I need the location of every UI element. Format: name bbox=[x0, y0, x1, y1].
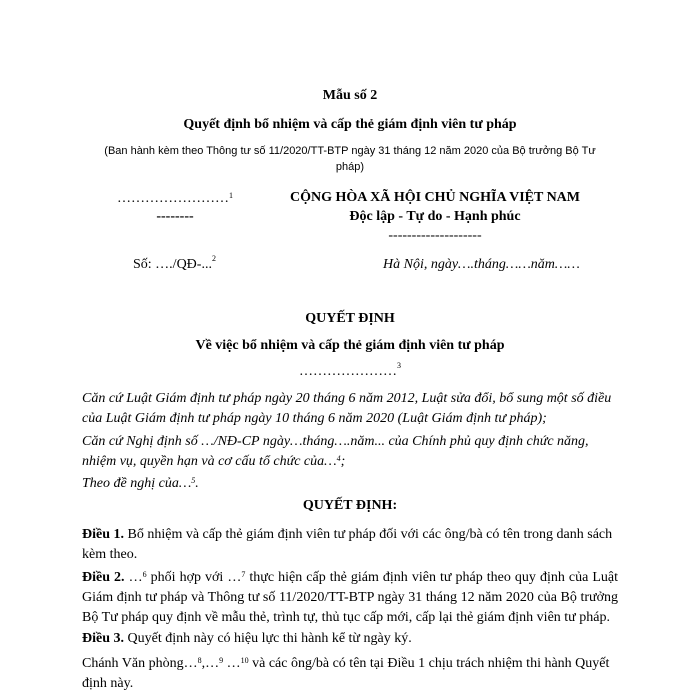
article-text: thực hiện cấp thẻ giám định viên tư pháp theo quy định của Luật Giám định tư pháp và Thông tư số 11/2020/TT-BTP ngày 31 tháng 12 năm 2020 của Bộ trưởng Bộ Tư pháp quy định về mẫu thẻ, trình tự, thủ tục cấp mới, cấp lại thẻ giám định viên tư pháp. bbox=[82, 570, 618, 625]
preamble-decree bbox=[82, 432, 618, 472]
document-number-text: Số: …./QĐ-... bbox=[133, 257, 212, 272]
issuing-authority bbox=[0, 361, 700, 380]
article-label: Điều 1. bbox=[82, 527, 124, 542]
preamble-proposal bbox=[82, 474, 618, 494]
footnote-ref: 4 bbox=[336, 454, 341, 463]
agency-name-text: …………………… bbox=[117, 191, 229, 206]
footnote-ref: 1 bbox=[229, 191, 233, 200]
article-text: Quyết định này có hiệu lực thi hành kể từ ngày ký. bbox=[124, 631, 412, 646]
document-number bbox=[133, 254, 216, 273]
punctuation: ; bbox=[340, 454, 346, 469]
clause-text: ,… bbox=[201, 656, 220, 671]
nation-name: CỘNG HÒA XÃ HỘI CHỦ NGHĨA VIỆT NAM bbox=[289, 190, 580, 205]
article-label: Điều 2. bbox=[82, 570, 125, 585]
decision-subject: Về việc bổ nhiệm và cấp thẻ giám định viên tư pháp bbox=[195, 338, 505, 353]
footnote-ref: 7 bbox=[241, 570, 246, 579]
preamble-proposal-text: Theo đề nghị của… bbox=[82, 476, 192, 491]
article-label: Điều 3. bbox=[82, 631, 124, 646]
punctuation: . bbox=[195, 476, 199, 491]
decision-title: QUYẾT ĐỊNH bbox=[305, 311, 395, 326]
clause-text: và các ông/bà có tên tại Điều 1 chịu trách nhiệm thi hành Quyết định này. bbox=[82, 656, 610, 691]
agency-underline: -------- bbox=[156, 209, 194, 224]
footnote-ref: 3 bbox=[397, 361, 401, 370]
footnote-ref: 5 bbox=[191, 476, 196, 485]
article-text: … bbox=[124, 570, 143, 585]
article-1 bbox=[82, 525, 618, 565]
footnote-ref: 9 bbox=[219, 656, 224, 665]
decides-heading: QUYẾT ĐỊNH: bbox=[302, 498, 398, 513]
preamble-law: Căn cứ Luật Giám định tư pháp ngày 20 tháng 6 năm 2012, Luật sửa đổi, bổ sung một số điều của Luật Giám định tư pháp ngày 10 tháng 6 năm 2020 (Luật Giám định tư pháp); bbox=[82, 391, 612, 426]
nation-underline: -------------------- bbox=[388, 228, 482, 243]
clause-text: … bbox=[223, 656, 241, 671]
clause-text: Chánh Văn phòng… bbox=[82, 656, 198, 671]
place-date: Hà Nội, ngày….tháng……năm…… bbox=[383, 257, 580, 272]
issuing-authority-text: ………………… bbox=[299, 364, 397, 379]
agency-name bbox=[100, 190, 250, 208]
execution-clause bbox=[82, 654, 618, 694]
footnote-ref: 8 bbox=[197, 656, 202, 665]
agency-block bbox=[100, 190, 250, 226]
article-2 bbox=[82, 568, 618, 628]
preamble-decree-text: Căn cứ Nghị định số …/NĐ-CP ngày…tháng….năm... của Chính phủ quy định chức năng, nhiệm vụ, quyền hạn và cơ cấu tổ chức của… bbox=[82, 434, 589, 469]
form-title: Quyết định bổ nhiệm và cấp thẻ giám định viên tư pháp bbox=[183, 117, 517, 132]
form-number: Mẫu số 2 bbox=[322, 88, 378, 103]
nation-motto: Độc lập - Tự do - Hạnh phúc bbox=[349, 209, 521, 224]
nation-block bbox=[270, 188, 600, 245]
article-text: phối hợp với … bbox=[146, 570, 242, 585]
footnote-ref: 2 bbox=[211, 254, 216, 263]
article-text: Bổ nhiệm và cấp thẻ giám định viên tư pháp đối với các ông/bà có tên trong danh sách kèm theo. bbox=[82, 527, 613, 562]
footnote-ref: 6 bbox=[142, 570, 147, 579]
footnote-ref: 10 bbox=[240, 656, 249, 665]
article-3 bbox=[82, 629, 618, 649]
issued-note: (Ban hành kèm theo Thông tư số 11/2020/TT-BTP ngày 31 tháng 12 năm 2020 của Bộ trưởng Bộ Tư pháp) bbox=[104, 145, 596, 173]
